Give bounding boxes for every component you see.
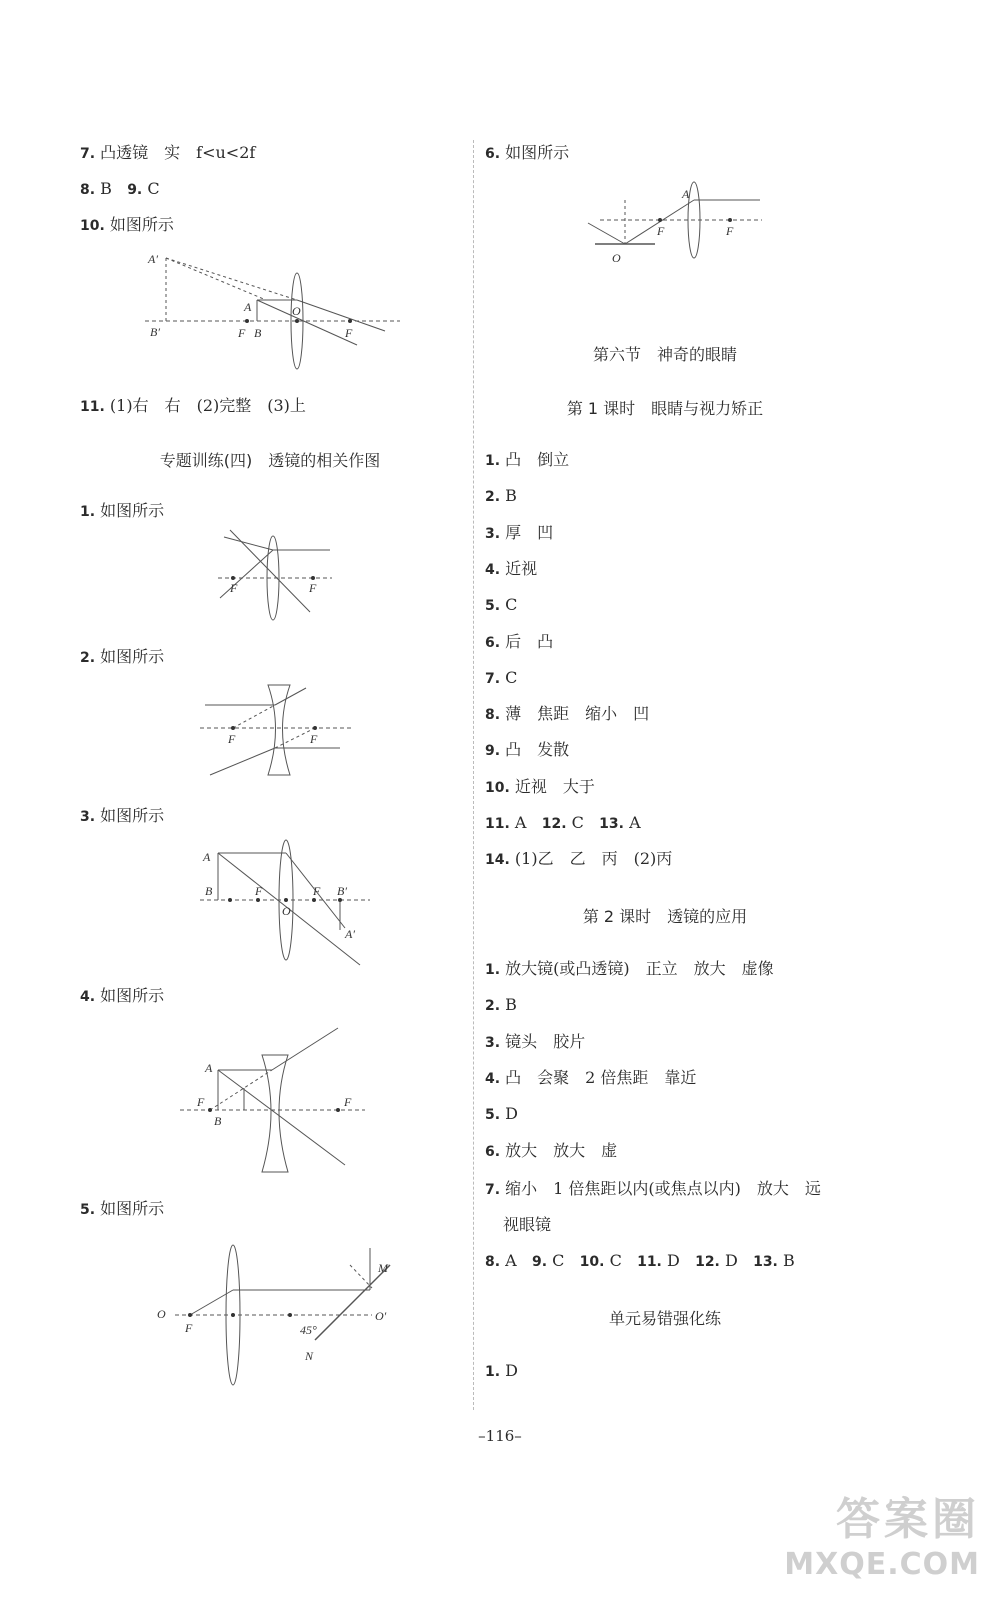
lesson2-answer-item [485,1031,585,1054]
q9-number: 9. [127,182,143,198]
l1-q14-number: 14. [485,852,510,868]
item5-label-f: F [185,1321,193,1335]
q7-text: 凸透镜 实 f<u<2f [100,143,256,162]
item3-label-a-prime: A′ [345,927,355,941]
lesson2-answer-number: 2. [485,998,501,1015]
item5-number: 5. [80,1202,96,1218]
q7-answer [80,142,255,165]
item5-label-angle: 45° [300,1323,317,1337]
item3-label-b-prime: B′ [337,884,347,898]
l1-q11-number: 11. [485,816,510,832]
item3-number: 3. [80,809,96,825]
lesson2-answer-item [485,1140,617,1163]
lesson2-answer-item [485,994,517,1017]
lesson2-answer-text: 放大 放大 虚 [505,1140,618,1160]
watermark-logo [784,1483,980,1582]
l2-q11-number: 11. [637,1254,662,1270]
l2-q8-number: 8. [485,1254,501,1270]
lesson1-answer-item [485,667,517,690]
q7-number: 7. [80,146,96,162]
q10-label-f1: F [238,326,246,340]
item2-text: 如图所示 [100,647,165,666]
q10-lens [291,273,303,369]
lesson1-answer-item [485,739,569,762]
l1-q12-text: C [571,813,584,832]
item3-text: 如图所示 [100,806,165,825]
l2-q10-text: C [609,1251,622,1270]
item2-label-f2: F [310,732,318,746]
q10-label-a: A [244,300,252,314]
lesson1-answer-item [485,449,569,472]
r-q6-answer [485,142,569,165]
q11-answer [80,395,306,418]
l2-q7-cont [503,1214,551,1236]
lesson2-answer-text: 镜头 胶片 [505,1031,586,1051]
lesson1-answer-text: 近视 大于 [514,776,595,796]
l2-q7 [485,1178,821,1201]
q11-text: (1)右 右 (2)完整 (3)上 [109,396,306,415]
watermark-line2: MXQE.COM [784,1547,980,1582]
item4-text: 如图所示 [100,986,165,1005]
lesson1-answer-item [485,594,517,617]
lesson1-answer-item [485,703,649,726]
item3-label-a: A [203,850,211,864]
lesson1-answer-number: 5. [485,598,501,615]
item5-label-o: O [157,1307,166,1321]
l2-q10-number: 10. [579,1254,605,1270]
item4-label-f1: F [197,1095,205,1109]
lesson2-answer-number: 6. [485,1143,501,1160]
lesson2-answer-number: 4. [485,1070,501,1087]
l1-q14 [485,848,672,871]
lesson1-answer-number: 7. [485,670,501,687]
lesson1-answer-text: 薄 焦距 缩小 凹 [505,704,650,724]
lesson1-answer-number: 8. [485,707,501,724]
lesson1-answer-item [485,631,553,654]
lesson1-title: 第 1 课时 眼睛与视力矫正 [566,399,764,418]
item1-label-f1: F [230,581,238,595]
item1-label-f2: F [309,581,317,595]
item4-number: 4. [80,989,96,1005]
u-q1 [485,1360,518,1383]
q10-label-f2: F [345,326,353,340]
u-q1-number: 1. [485,1364,501,1380]
q10-label-o: O [292,304,301,318]
lesson2-answer-number: 5. [485,1107,501,1124]
lesson1-answer-item [485,522,553,545]
l1-q11-13 [485,812,641,835]
item5-text: 如图所示 [100,1199,165,1218]
lesson2-answer-number: 3. [485,1034,501,1051]
special-item-1 [80,500,164,523]
lesson1-answer-item [485,558,537,581]
l1-q14-text: (1)乙 乙 丙 (2)丙 [514,849,673,868]
lesson1-answer-item [485,485,517,508]
item3-label-f2: F [313,884,321,898]
lesson1-answer-item [485,776,595,799]
lesson1-answer-number: 2. [485,489,501,506]
q10-label-b: B [254,326,262,340]
special-item-3 [80,805,164,828]
l2-q7-number: 7. [485,1182,501,1198]
lesson1-answer-number: 10. [485,779,510,796]
item5-label-m: M [378,1261,388,1275]
lesson1-answer-text: 后 凸 [505,631,554,651]
lesson2-answer-item [485,958,774,981]
l2-q8-text: A [505,1251,517,1270]
r-q6-text: 如图所示 [505,143,570,162]
u-q1-text: D [505,1361,518,1380]
lesson2-answer-number: 1. [485,962,501,978]
l1-q13-number: 13. [599,816,624,832]
q10-number: 10. [80,218,105,234]
lesson1-answer-number: 6. [485,634,501,651]
lesson1-answer-text: 厚 凹 [505,522,554,542]
q8-text: B [100,179,112,198]
l2-q13-text: B [782,1251,795,1270]
q10-text: 如图所示 [109,215,174,234]
l2-q8-13 [485,1250,795,1273]
q10-label-b-prime: B′ [150,325,160,339]
r-q6-number: 6. [485,146,501,162]
column-divider [473,140,474,1410]
special-item-2 [80,646,164,669]
lesson1-answer-number: 3. [485,525,501,542]
lesson1-answer-text: 凸 倒立 [505,450,570,469]
lesson1-answer-text: 凸 发散 [505,740,570,760]
lesson1-answer-number: 9. [485,743,501,760]
item3-label-f1: F [255,884,263,898]
lesson1-answer-text: C [505,667,518,687]
l2-q12-text: D [724,1251,738,1270]
item4-label-a: A [205,1061,213,1075]
special-item-4 [80,985,164,1008]
item1-text: 如图所示 [100,501,165,520]
l2-q12-number: 12. [695,1254,720,1270]
q8-9-answer [80,178,160,201]
q8-number: 8. [80,182,96,198]
l2-q9-number: 9. [531,1254,548,1270]
item3-label-o: O [282,904,291,918]
r-q6-label-a: A [682,187,690,201]
r-q6-label-f1: F [657,224,665,238]
item4-label-b: B [214,1114,222,1128]
q11-number: 11. [80,399,105,415]
unit-review-title: 单元易错强化练 [608,1309,721,1328]
item5-label-o-prime: O′ [375,1309,387,1323]
item1-number: 1. [80,504,96,520]
lesson2-answer-text: 放大镜(或凸透镜) 正立 放大 虚像 [505,959,774,978]
item4-label-f2: F [344,1095,352,1109]
lesson1-answer-text: C [505,595,518,615]
item2-label-f1: F [228,732,236,746]
lesson2-answer-text: D [505,1104,518,1124]
item2-number: 2. [80,650,96,666]
q10-answer [80,214,174,237]
q10-label-a-prime: A′ [148,252,158,266]
l2-q13-number: 13. [753,1254,778,1270]
lesson2-answer-item [485,1103,518,1126]
watermark-line1: 答案圈 [836,1494,980,1545]
l2-q7-line1: 缩小 1 倍焦距以内(或焦点以内) 放大 远 [505,1179,821,1198]
section6-title: 第六节 神奇的眼睛 [592,345,737,364]
special-item-5 [80,1198,164,1221]
l1-q13-text: A [629,813,641,832]
lesson2-answer-text: B [505,995,517,1015]
lesson2-answer-item [485,1067,696,1090]
q9-text: C [147,179,160,198]
lesson1-answer-number: 1. [485,453,501,469]
item5-label-n: N [305,1349,314,1363]
l1-q11-text: A [514,813,527,832]
lesson2-title: 第 2 课时 透镜的应用 [582,907,748,926]
item3-label-b: B [205,884,213,898]
lesson2-answer-text: 凸 会聚 2 倍焦距 靠近 [505,1067,697,1087]
r-q6-label-f2: F [726,224,734,238]
r-q6-label-o: O [612,251,621,265]
lesson1-answer-text: B [505,486,517,506]
lesson1-answer-number: 4. [485,561,501,578]
l2-q7-line2: 视眼镜 [503,1215,552,1234]
lesson1-answer-text: 近视 [505,558,538,578]
section-title-special-training: 专题训练(四) 透镜的相关作图 [159,451,381,470]
l2-q11-text: D [666,1251,680,1270]
page-number: –116– [478,1427,522,1445]
l2-q9-text: C [552,1251,565,1270]
l1-q12-number: 12. [541,816,567,832]
